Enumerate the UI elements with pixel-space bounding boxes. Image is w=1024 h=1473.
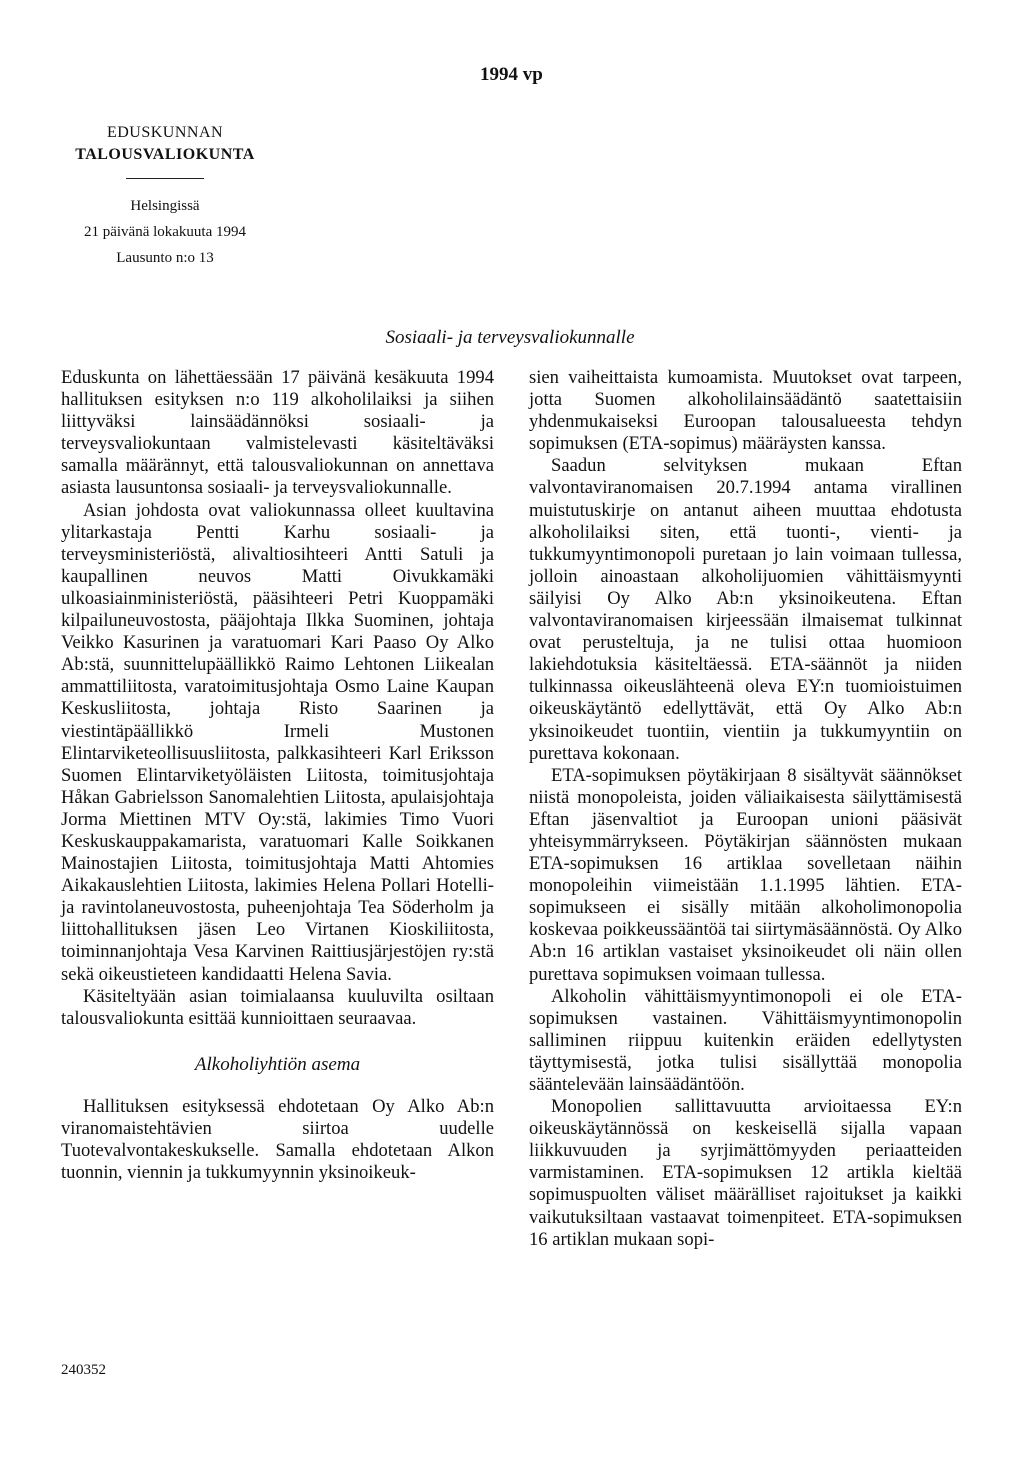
left-column <box>61 367 494 1184</box>
document-id: 1994 vp <box>480 64 543 85</box>
place: Helsingissä <box>130 198 200 214</box>
committee-header <box>30 122 300 271</box>
section-heading: Alkoholiyhtiön asema <box>194 1053 361 1075</box>
right-column <box>529 367 962 1251</box>
paragraph: Asian johdosta ovat valiokunnassa olleet kuultavina ylitarkastaja Pentti Karhu sosiaali- ja terveysministeriöstä, alivaltiosihteeri Antti Satuli ja kaupallinen neuvos Matti Oivukkamäki ulkoasiainministeriöstä, pääsihteeri Petri Kuoppamäki kilpailuneuvostosta, pääjohtaja Ilkka Suominen, johtaja Veikko Kasurinen ja varatuomari Kari Paaso Oy Alko Ab:stä, suunnittelupäällikkö Raimo Lehtonen Liikealan ammattiliitosta, varatoimitusjohtaja Osmo Laine Kaupan Keskusliitosta, johtaja Risto Saarinen ja viestintäpäällikkö Irmeli Mustonen Elintarviketeollisuusliitosta, palkkasihteeri Karl Eriksson Suomen Elintarviketyöläisten Liitosta, toimitusjohtaja Håkan Gabrielsson Sanomalehtien Liitosta, apulaisjohtaja Jorma Miettinen MTV Oy:stä, lakimies Timo Vuori Keskuskauppakamarista, varatuomari Kalle Soikkanen Mainostajien Liitosta, toimitusjohtaja Matti Ahtomies Aikakauslehtien Liitosta, lakimies Helena Pollari Hotelli- ja ravintolaneuvostosta, puheenjohtaja Tea Söderholm ja liittohallituksen jäsen Leo Virtanen Kioskiliitosta, toiminnanjohtaja Vesa Karvinen Raittiusjärjestöjen ry:stä sekä oikeustieteen kandidaatti Helena Savia. <box>61 499 494 985</box>
recipient: Sosiaali- ja terveysvaliokunnalle <box>385 327 635 348</box>
header-divider <box>126 178 204 179</box>
page-code: 240352 <box>61 1362 106 1378</box>
paragraph: Saadun selvityksen mukaan Eftan valvontaviranomaisen 20.7.1994 antama virallinen muistutuskirje on antanut aiheen muuttaa ehdotusta alkoholilaiksi siten, että tuonti-, vienti- ja tukkumyyntimonopoli puretaan jo lain voimaan tullessa, jolloin ainoastaan alkoholijuomien vähittäismyynti säilyisi Oy Alko Ab:n yksinoikeutena. Eftan valvontaviranomaisen kirjeessään ilmaisemat tulkinnat ovat perusteltuja, ja ne tulisi ottaa huomioon lakiehdotuksia käsiteltäessä. ETA-säännöt ja niiden tulkinnassa oikeuslähteenä oleva EY:n tuomioistuimen oikeuskäytäntö edellyttävät, että Oy Alko Ab:n yksinoikeudet tuontiin, vientiin ja tukkumyyntiin on purettava kokonaan. <box>529 455 962 764</box>
paragraph: Alkoholin vähittäismyyntimonopoli ei ole ETA-sopimuksen vastainen. Vähittäismyyntimonopolin salliminen riippuu kuitenkin eräiden edellytysten täyttymisestä, jotka tulisi sisällyttää monopolia sääntelevään lainsäädäntöön. <box>529 985 962 1095</box>
paragraph: Käsiteltyään asian toimialaansa kuuluvilta osiltaan talousvaliokunta esittää kunnioittaen seuraavaa. <box>61 985 494 1029</box>
statement-number: Lausunto n:o 13 <box>116 250 214 266</box>
paragraph: Hallituksen esityksessä ehdotetaan Oy Alko Ab:n viranomaistehtävien siirtoa uudelle Tuotevalvontakeskukselle. Samalla ehdotetaan Alkon tuonnin, viennin ja tukkumyynnin yksinoikeuk- <box>61 1095 494 1184</box>
paragraph: Eduskunta on lähettäessään 17 päivänä kesäkuuta 1994 hallituksen esityksen n:o 119 alkoholilaiksi ja siihen liittyväksi lainsäädännöksi sosiaali- ja terveysvaliokuntaan valmistelevasti käsiteltäväksi samalla määrännyt, että talousvaliokunnan on annettava asiasta lausuntonsa sosiaali- ja terveysvaliokunnalle. <box>61 367 494 499</box>
paragraph: sien vaiheittaista kumoamista. Muutokset ovat tarpeen, jotta Suomen alkoholilainsäädäntö saatettaisiin yhdenmukaiseksi Euroopan talousalueesta tehdyn sopimuksen (ETA-sopimus) määräysten kanssa. <box>529 367 962 455</box>
date: 21 päivänä lokakuuta 1994 <box>83 224 247 240</box>
paragraph: ETA-sopimuksen pöytäkirjaan 8 sisältyvät säännökset niistä monopoleista, joiden väliaikaisesta säilyttämisestä Eftan jäsenvaltiot ja Euroopan unioni pääsivät yhteisymmärrykseen. Pöytäkirjan säännösten mukaan ETA-sopimuksen 16 artiklaa sovelletaan näihin monopoleihin viimeistään 1.1.1995 lähtien. ETA-sopimukseen ei sisälly mitään alkoholimonopolia koskevaa poikkeussääntöä tai siirtymäsäännöstä. Oy Alko Ab:n 16 artiklan vastaiset yksinoikeudet oli näin ollen purettava sopimuksen voimaan tullessa. <box>529 764 962 985</box>
committee-name-line2: TALOUSVALIOKUNTA <box>75 146 255 163</box>
committee-name-line1: EDUSKUNNAN <box>106 124 224 141</box>
paragraph: Monopolien sallittavuutta arvioitaessa EY:n oikeuskäytännössä on keskeisellä sijalla vapaan liikkuvuuden ja syrjimättömyyden periaatteiden varmistaminen. ETA-sopimuksen 12 artikla kieltää sopimuspuolten väliset määrälliset rajoitukset ja kaikki vaikutuksiltaan vastaavat toimenpiteet. ETA-sopimuksen 16 artiklan mukaan sopi- <box>529 1096 962 1250</box>
